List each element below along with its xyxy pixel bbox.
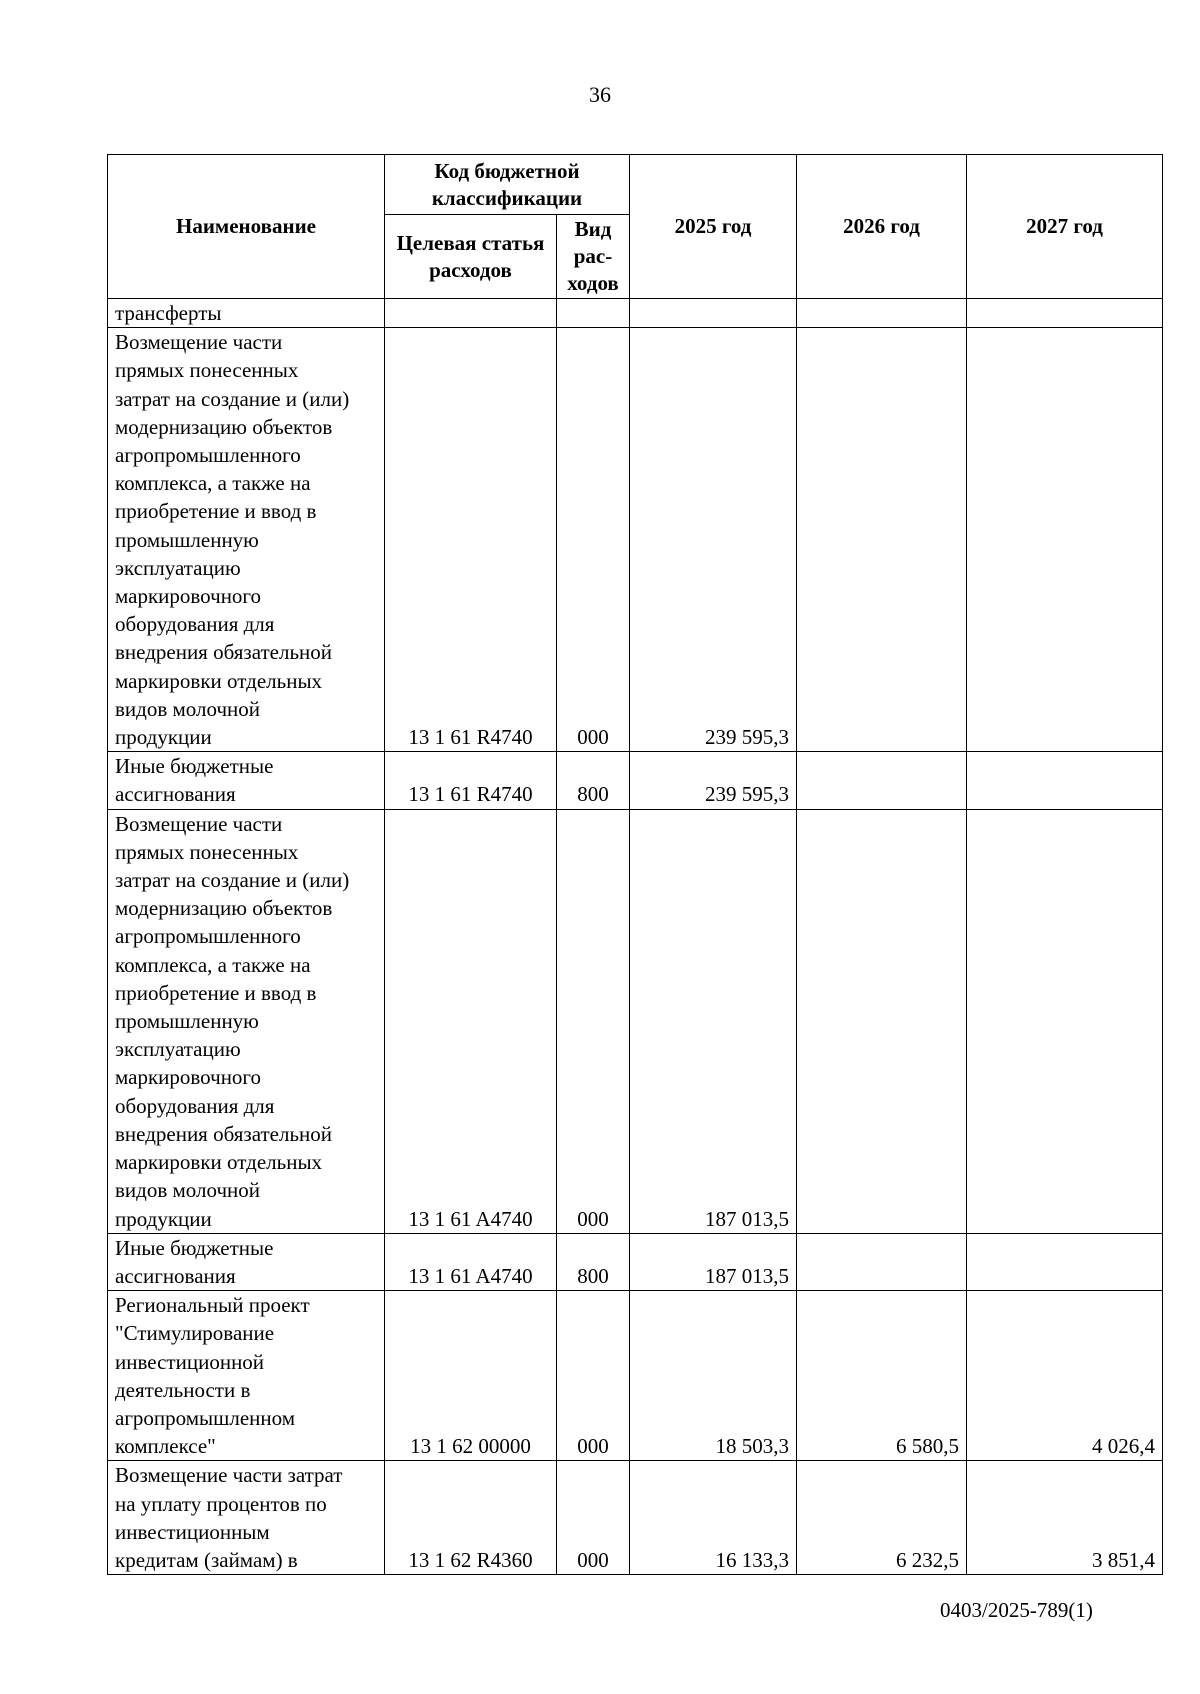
header-budget-code-group: Код бюджетной классификации	[385, 155, 630, 215]
cell-expense-type: 000	[557, 809, 630, 1233]
cell-year-2025: 239 595,3	[630, 328, 797, 752]
cell-expense-type: 800	[557, 752, 630, 809]
table-row	[108, 1461, 1163, 1575]
cell-name: Иные бюджетные ассигнования	[108, 752, 385, 809]
cell-year-2027: 3 851,4	[967, 1461, 1163, 1575]
header-year-2025: 2025 год	[630, 155, 797, 299]
cell-year-2027	[967, 809, 1163, 1233]
cell-target-article: 13 1 61 A4740	[385, 1233, 557, 1290]
cell-year-2027	[967, 328, 1163, 752]
header-year-2026: 2026 год	[797, 155, 967, 299]
cell-target-article: 13 1 61 R4740	[385, 328, 557, 752]
cell-name: Возмещение части прямых понесенных затрат на создание и (или) модернизацию объектов агропромышленного комплекса, а также на приобретение и ввод в промышленную эксплуатацию маркировочного оборудования для внедрения обязательной маркировки отдельных видов молочной продукции	[108, 328, 385, 752]
table-row	[108, 1233, 1163, 1290]
cell-year-2026	[797, 1233, 967, 1290]
cell-year-2026	[797, 299, 967, 328]
cell-expense-type: 800	[557, 1233, 630, 1290]
cell-year-2027	[967, 299, 1163, 328]
cell-target-article: 13 1 62 00000	[385, 1291, 557, 1461]
cell-expense-type: 000	[557, 1461, 630, 1575]
cell-expense-type: 000	[557, 328, 630, 752]
cell-name: трансферты	[108, 299, 385, 328]
table-row	[108, 809, 1163, 1233]
cell-year-2026	[797, 328, 967, 752]
cell-year-2025	[630, 299, 797, 328]
header-expense-type: Вид рас-ходов	[557, 215, 630, 299]
cell-year-2025: 187 013,5	[630, 1233, 797, 1290]
cell-target-article: 13 1 61 R4740	[385, 752, 557, 809]
header-name: Наименование	[108, 155, 385, 299]
table-row	[108, 1291, 1163, 1461]
cell-expense-type	[557, 299, 630, 328]
cell-target-article	[385, 299, 557, 328]
cell-year-2025: 187 013,5	[630, 809, 797, 1233]
header-year-2027: 2027 год	[967, 155, 1163, 299]
table-body	[108, 299, 1163, 1575]
cell-year-2027	[967, 752, 1163, 809]
cell-name: Возмещение части затрат на уплату процентов по инвестиционным кредитам (займам) в	[108, 1461, 385, 1575]
cell-target-article: 13 1 61 A4740	[385, 809, 557, 1233]
table-header	[108, 155, 1163, 299]
table-row	[108, 299, 1163, 328]
cell-year-2026	[797, 752, 967, 809]
cell-year-2025: 18 503,3	[630, 1291, 797, 1461]
table-row	[108, 328, 1163, 752]
cell-year-2026	[797, 809, 967, 1233]
header-target-article: Целевая статья расходов	[385, 215, 557, 299]
cell-year-2026: 6 232,5	[797, 1461, 967, 1575]
cell-year-2026: 6 580,5	[797, 1291, 967, 1461]
budget-table	[107, 154, 1163, 1575]
page-number: 36	[589, 82, 611, 107]
cell-target-article: 13 1 62 R4360	[385, 1461, 557, 1575]
document-code: 0403/2025-789(1)	[940, 1598, 1093, 1622]
cell-expense-type: 000	[557, 1291, 630, 1461]
cell-year-2025: 239 595,3	[630, 752, 797, 809]
table-row	[108, 752, 1163, 809]
cell-year-2027	[967, 1233, 1163, 1290]
cell-name: Возмещение части прямых понесенных затрат на создание и (или) модернизацию объектов агропромышленного комплекса, а также на приобретение и ввод в промышленную эксплуатацию маркировочного оборудования для внедрения обязательной маркировки отдельных видов молочной продукции	[108, 809, 385, 1233]
cell-name: Региональный проект "Стимулирование инвестиционной деятельности в агропромышленном комплексе"	[108, 1291, 385, 1461]
cell-year-2027: 4 026,4	[967, 1291, 1163, 1461]
cell-name: Иные бюджетные ассигнования	[108, 1233, 385, 1290]
cell-year-2025: 16 133,3	[630, 1461, 797, 1575]
